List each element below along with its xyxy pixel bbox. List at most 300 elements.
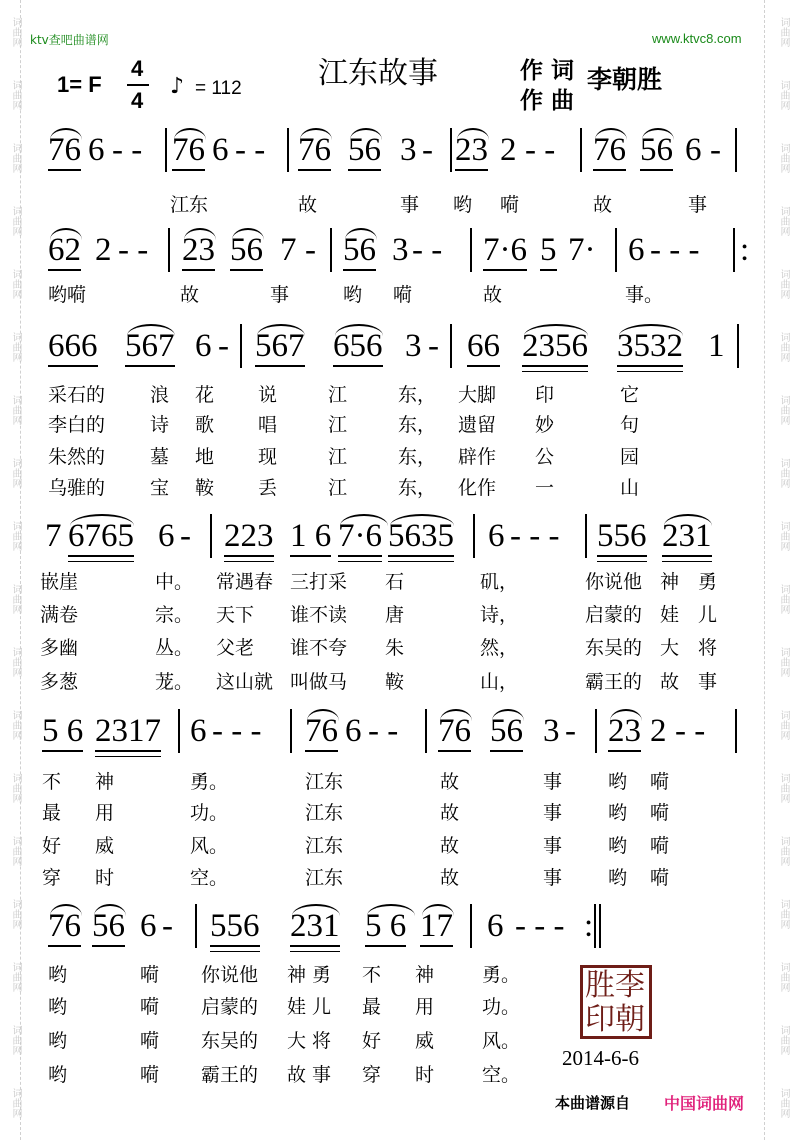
lyric: 最 xyxy=(42,802,62,824)
lyric: 谁不夸 xyxy=(290,637,348,659)
note-group xyxy=(218,328,229,364)
note-text: 56 xyxy=(92,908,125,947)
slur xyxy=(70,514,134,526)
watermark-text: 词曲网 xyxy=(778,646,789,677)
note-text: - - - xyxy=(212,713,262,749)
slur xyxy=(335,324,383,336)
note-text: 56 xyxy=(343,232,376,271)
lyric: 诗 xyxy=(150,414,170,436)
note-text: - xyxy=(565,713,576,749)
lyric: 现 xyxy=(258,446,278,468)
lyric: 东， xyxy=(398,446,437,468)
lyricist-label: 作 词 xyxy=(520,58,575,84)
lyric: 鞍 xyxy=(385,671,405,693)
note-text: 7·6 xyxy=(338,518,382,557)
lyric: 故 xyxy=(660,671,680,693)
slur xyxy=(642,128,674,140)
composer-label: 作 曲 xyxy=(520,88,575,114)
note-text: 76 xyxy=(172,132,205,171)
watermark-text: 词曲网 xyxy=(10,205,21,236)
note-group xyxy=(140,908,157,944)
lyric: 乌骓的 xyxy=(48,477,106,499)
note-group xyxy=(88,132,105,168)
note-text: 56 xyxy=(230,232,263,271)
lyric: 李白的 xyxy=(48,414,106,436)
watermark-text: 词曲网 xyxy=(10,394,21,425)
note-text: 556 xyxy=(597,518,647,557)
watermark-text: 词曲网 xyxy=(10,961,21,992)
lyric: 宝 xyxy=(150,477,170,499)
lyric: 江 xyxy=(328,384,348,406)
barline xyxy=(470,228,472,272)
watermark-text: 词曲网 xyxy=(778,835,789,866)
note-text: 666 xyxy=(48,328,98,367)
note-text: 567 xyxy=(125,328,175,367)
lyric: 江东 xyxy=(170,194,209,216)
watermark-text: 词曲网 xyxy=(10,331,21,362)
lyric: 大 xyxy=(660,637,680,659)
lyric: 事 xyxy=(698,671,718,693)
barline xyxy=(580,128,582,172)
note-group xyxy=(412,232,442,268)
lyric: 事 xyxy=(400,194,420,216)
note-group xyxy=(158,518,175,554)
note-text: 56 xyxy=(490,713,523,752)
slur xyxy=(50,128,82,140)
lyric: 功。 xyxy=(482,996,521,1018)
slur xyxy=(664,514,712,526)
note-group xyxy=(565,713,576,749)
note-text: 656 xyxy=(333,328,383,367)
note-text: 2356 xyxy=(522,328,588,367)
note-text: 5635 xyxy=(388,518,454,557)
lyric: 浪 xyxy=(150,384,170,406)
lyric: 哟 xyxy=(608,867,628,889)
watermark-text: 词曲网 xyxy=(10,898,21,929)
note-group xyxy=(568,232,596,268)
note-group xyxy=(740,232,749,268)
tempo: = 112 xyxy=(195,78,242,99)
lyric: 大 xyxy=(287,1030,307,1052)
note-text: - xyxy=(180,518,191,554)
watermark-text: 词曲网 xyxy=(10,646,21,677)
slur xyxy=(292,904,340,916)
lyric: 哟 xyxy=(48,1030,68,1052)
lyric: 勇 xyxy=(312,964,332,986)
note-group xyxy=(42,713,83,749)
note-text: 567 xyxy=(255,328,305,367)
note-text: 2 xyxy=(650,713,667,749)
slur xyxy=(50,228,82,240)
lyric: 江东 xyxy=(305,771,344,793)
note-group xyxy=(525,132,555,168)
barline xyxy=(450,128,452,172)
key-signature: 1= F xyxy=(57,72,102,97)
note-group xyxy=(95,232,112,268)
note-group xyxy=(405,328,422,364)
lyric: 江 xyxy=(328,446,348,468)
lyric: 儿 xyxy=(312,996,332,1018)
lyric: 启蒙的 xyxy=(201,996,259,1018)
note-group xyxy=(45,518,62,554)
author-name: 李朝胜 xyxy=(587,65,663,94)
note-text: 6 xyxy=(685,132,702,168)
note-text: 2317 xyxy=(95,713,161,752)
lyric: 辟作 xyxy=(458,446,497,468)
barline xyxy=(733,228,735,272)
seal-char: 朝 xyxy=(615,1002,645,1037)
note-text: - xyxy=(218,328,229,364)
note-text: 56 xyxy=(640,132,673,171)
lyric: 嵌崖 xyxy=(40,571,79,593)
lyric: 将 xyxy=(312,1030,332,1052)
lyric: 哟 xyxy=(608,835,628,857)
note-group xyxy=(675,713,705,749)
note-group xyxy=(515,908,564,944)
note-text: 6 xyxy=(190,713,207,749)
note-group xyxy=(500,132,517,168)
source-site-link[interactable]: 中国词曲网 xyxy=(664,1094,745,1113)
lyric: 功。 xyxy=(190,802,229,824)
lyric: 神 xyxy=(415,964,435,986)
note-text: - - xyxy=(525,132,556,168)
lyric: 威 xyxy=(415,1030,435,1052)
slur xyxy=(307,709,339,721)
note-text: 5 6 xyxy=(365,908,406,947)
seal-char: 印 xyxy=(585,1002,615,1037)
lyric: 空。 xyxy=(482,1064,521,1086)
slur xyxy=(524,324,588,336)
note-text: - - - xyxy=(510,518,560,554)
lyric: 嗬 xyxy=(500,194,520,216)
barline xyxy=(735,128,737,172)
lyric: 朱 xyxy=(385,637,405,659)
note-group xyxy=(210,908,260,944)
note-text: 76 xyxy=(298,132,331,171)
note-group xyxy=(650,232,699,268)
note-group xyxy=(628,232,645,268)
watermark-text: 词曲网 xyxy=(778,520,789,551)
lyric: 唐 xyxy=(385,604,405,626)
lyric: 嗬 xyxy=(650,835,670,857)
lyric: 它 xyxy=(620,384,640,406)
slur xyxy=(300,128,332,140)
lyric: 东， xyxy=(398,477,437,499)
watermark-text: 词曲网 xyxy=(778,394,789,425)
lyric: 丛。 xyxy=(155,637,194,659)
seal-char: 胜 xyxy=(585,968,615,1003)
lyric: 不 xyxy=(42,771,62,793)
lyric: 儿 xyxy=(698,604,718,626)
slur xyxy=(610,709,642,721)
note-text: 6 xyxy=(88,132,105,168)
watermark-text: 词曲网 xyxy=(10,835,21,866)
lyric: 哟 xyxy=(48,996,68,1018)
barline xyxy=(595,709,597,753)
lyric: 印 xyxy=(535,384,555,406)
time-signature-bottom: 4 xyxy=(131,88,144,113)
slur xyxy=(367,904,415,916)
eighth-note-icon: ♪ xyxy=(170,74,185,99)
note-text: 2 xyxy=(500,132,517,168)
note-text: - xyxy=(710,132,721,168)
barline xyxy=(240,324,242,368)
lyric: 你说他 xyxy=(585,571,643,593)
time-signature-line xyxy=(127,84,149,86)
lyric: 公 xyxy=(535,446,555,468)
barline xyxy=(165,128,167,172)
note-text: 3 xyxy=(405,328,422,364)
lyric: 故 xyxy=(287,1064,307,1086)
lyric: 多葱 xyxy=(40,671,79,693)
lyric: 嗬 xyxy=(140,1064,160,1086)
note-text: 6765 xyxy=(68,518,134,557)
lyric: 故 xyxy=(298,194,318,216)
lyric: 天下 xyxy=(216,604,255,626)
lyric: 娃 xyxy=(287,996,307,1018)
lyric: 嗬 xyxy=(650,802,670,824)
lyric: 石 xyxy=(385,571,405,593)
note-text: 3532 xyxy=(617,328,683,367)
slur xyxy=(232,228,264,240)
note-group xyxy=(543,713,560,749)
slur xyxy=(50,904,82,916)
lyric: 这山就 xyxy=(216,671,274,693)
lyric: 故 xyxy=(180,284,200,306)
lyric: 园 xyxy=(620,446,640,468)
lyric: 东， xyxy=(398,414,437,436)
lyric: 好 xyxy=(362,1030,382,1052)
lyric: 事 xyxy=(543,802,563,824)
note-text: 1 xyxy=(708,328,725,364)
lyric: 勇 xyxy=(698,571,718,593)
watermark-text: 词曲网 xyxy=(778,268,789,299)
note-group xyxy=(345,713,362,749)
watermark-text: 词曲网 xyxy=(778,709,789,740)
note-group xyxy=(710,132,721,168)
lyric: 朱然的 xyxy=(48,446,106,468)
note-group xyxy=(540,232,557,268)
lyric: 嗬 xyxy=(140,964,160,986)
note-text: 7· xyxy=(568,232,596,268)
note-text: 6 xyxy=(628,232,645,268)
watermark-text: 词曲网 xyxy=(778,205,789,236)
lyric: 一 xyxy=(535,477,555,499)
lyric: 霸王的 xyxy=(201,1064,259,1086)
note-group xyxy=(368,713,398,749)
note-text: 6 xyxy=(345,713,362,749)
note-group xyxy=(212,132,229,168)
barline xyxy=(450,324,452,368)
lyric: 时 xyxy=(95,867,115,889)
note-text: 76 xyxy=(305,713,338,752)
lyric: 事 xyxy=(312,1064,332,1086)
lyric: 事 xyxy=(688,194,708,216)
lyric: 父老 xyxy=(216,637,255,659)
lyric: 最 xyxy=(362,996,382,1018)
lyric: 空。 xyxy=(190,867,229,889)
lyric: 茏。 xyxy=(155,671,194,693)
note-text: 6 xyxy=(195,328,212,364)
lyric: 东吴的 xyxy=(201,1030,259,1052)
slur xyxy=(174,128,206,140)
lyric: 然， xyxy=(480,637,519,659)
note-group xyxy=(483,232,527,268)
lyric: 勇。 xyxy=(482,964,521,986)
lyric: 不 xyxy=(362,964,382,986)
note-text: - xyxy=(305,232,316,268)
note-text: 231 xyxy=(662,518,712,557)
lyric: 山， xyxy=(480,671,519,693)
watermark-text: 词曲网 xyxy=(778,772,789,803)
barline xyxy=(470,904,472,948)
note-text: 3 xyxy=(400,132,417,168)
note-text: 5 xyxy=(540,232,557,271)
note-group xyxy=(467,328,500,364)
barline xyxy=(287,128,289,172)
time-signature-top: 4 xyxy=(131,56,144,81)
lyric: 事。 xyxy=(625,284,664,306)
slur xyxy=(492,709,524,721)
note-text: 2 xyxy=(95,232,112,268)
note-text: 76 xyxy=(48,132,81,171)
note-group xyxy=(112,132,142,168)
lyric: 穿 xyxy=(362,1064,382,1086)
note-text: 6 xyxy=(212,132,229,168)
watermark-text: 词曲网 xyxy=(778,1087,789,1118)
note-text: 6 xyxy=(158,518,175,554)
note-group xyxy=(597,518,647,554)
note-group xyxy=(195,328,212,364)
note-text: 231 xyxy=(290,908,340,947)
watermark-text: 词曲网 xyxy=(10,772,21,803)
lyric: 哟 xyxy=(48,1064,68,1086)
note-group xyxy=(422,132,433,168)
slur xyxy=(184,228,216,240)
right-border xyxy=(764,0,765,1140)
watermark-text: 词曲网 xyxy=(10,79,21,110)
note-text: 23 xyxy=(608,713,641,752)
seal-char: 李 xyxy=(615,968,645,1003)
barline xyxy=(473,514,475,558)
barline xyxy=(615,228,617,272)
lyric: 娃 xyxy=(660,604,680,626)
lyric: 嗬 xyxy=(650,771,670,793)
note-text: 7 xyxy=(45,518,62,554)
lyric: 霸王的 xyxy=(585,671,643,693)
lyric: 风。 xyxy=(482,1030,521,1052)
barline xyxy=(195,904,197,948)
lyric: 丢 xyxy=(258,477,278,499)
lyric: 神 xyxy=(660,571,680,593)
note-text: 7·6 xyxy=(483,232,527,271)
note-text: - - xyxy=(235,132,266,168)
note-group xyxy=(400,132,417,168)
lyric: 嗬 xyxy=(140,1030,160,1052)
lyric: 事 xyxy=(543,835,563,857)
barline xyxy=(735,709,737,753)
note-text: - - - xyxy=(650,232,700,268)
lyric: 哟 xyxy=(608,802,628,824)
lyric: 事 xyxy=(270,284,290,306)
watermark-text: 词曲网 xyxy=(10,142,21,173)
slur xyxy=(257,324,305,336)
barline xyxy=(737,324,739,368)
lyric: 江东 xyxy=(305,802,344,824)
note-group xyxy=(650,713,667,749)
lyric: 遗留 xyxy=(458,414,497,436)
lyric: 妙 xyxy=(535,414,555,436)
note-group xyxy=(584,908,593,944)
note-text: - xyxy=(162,908,173,944)
site-url[interactable]: www.ktvc8.com xyxy=(652,31,742,46)
lyric: 神 xyxy=(95,771,115,793)
lyric: 山 xyxy=(620,477,640,499)
note-group xyxy=(488,518,505,554)
note-text: - xyxy=(422,132,433,168)
lyric: 故 xyxy=(440,802,460,824)
note-text: 3 xyxy=(543,713,560,749)
watermark-text: 词曲网 xyxy=(10,1024,21,1055)
lyric: 句 xyxy=(620,414,640,436)
note-text: - - xyxy=(675,713,706,749)
note-text: 7 xyxy=(280,232,297,268)
site-name[interactable]: ktv查吧曲谱网 xyxy=(30,33,109,47)
note-text: 3 xyxy=(392,232,409,268)
lyric: 江 xyxy=(328,477,348,499)
watermark-text: 词曲网 xyxy=(778,142,789,173)
lyric: 哟嗬 xyxy=(48,284,87,306)
lyric: 满卷 xyxy=(40,604,79,626)
note-group xyxy=(305,232,316,268)
lyric: 大脚 xyxy=(458,384,497,406)
watermark-text: 词曲网 xyxy=(778,457,789,488)
note-group xyxy=(224,518,274,554)
slur xyxy=(350,128,382,140)
note-group xyxy=(280,232,297,268)
lyric: 歌 xyxy=(195,414,215,436)
lyric: 江东 xyxy=(305,867,344,889)
note-text: 76 xyxy=(48,908,81,947)
lyric: 花 xyxy=(195,384,215,406)
lyric: 中。 xyxy=(155,571,194,593)
note-group xyxy=(212,713,261,749)
note-group xyxy=(708,328,725,364)
note-text: 66 xyxy=(467,328,500,367)
lyric: 风。 xyxy=(190,835,229,857)
lyric: 诗， xyxy=(480,604,519,626)
slur xyxy=(595,128,627,140)
lyric: 事 xyxy=(543,867,563,889)
note-text: 6 xyxy=(487,908,504,944)
note-group xyxy=(190,713,207,749)
note-text: - - xyxy=(112,132,143,168)
barline xyxy=(585,514,587,558)
note-text: - - xyxy=(118,232,149,268)
lyric: 故 xyxy=(483,284,503,306)
note-group xyxy=(428,328,439,364)
watermark-text: 词曲网 xyxy=(10,16,21,47)
note-group xyxy=(487,908,504,944)
note-text: 223 xyxy=(224,518,274,557)
lyric: 好 xyxy=(42,835,62,857)
slur xyxy=(440,709,472,721)
lyric: 鞍 xyxy=(195,477,215,499)
slur xyxy=(422,904,454,916)
watermark-text: 词曲网 xyxy=(778,16,789,47)
note-text: 6 xyxy=(488,518,505,554)
lyric: 用 xyxy=(95,802,115,824)
